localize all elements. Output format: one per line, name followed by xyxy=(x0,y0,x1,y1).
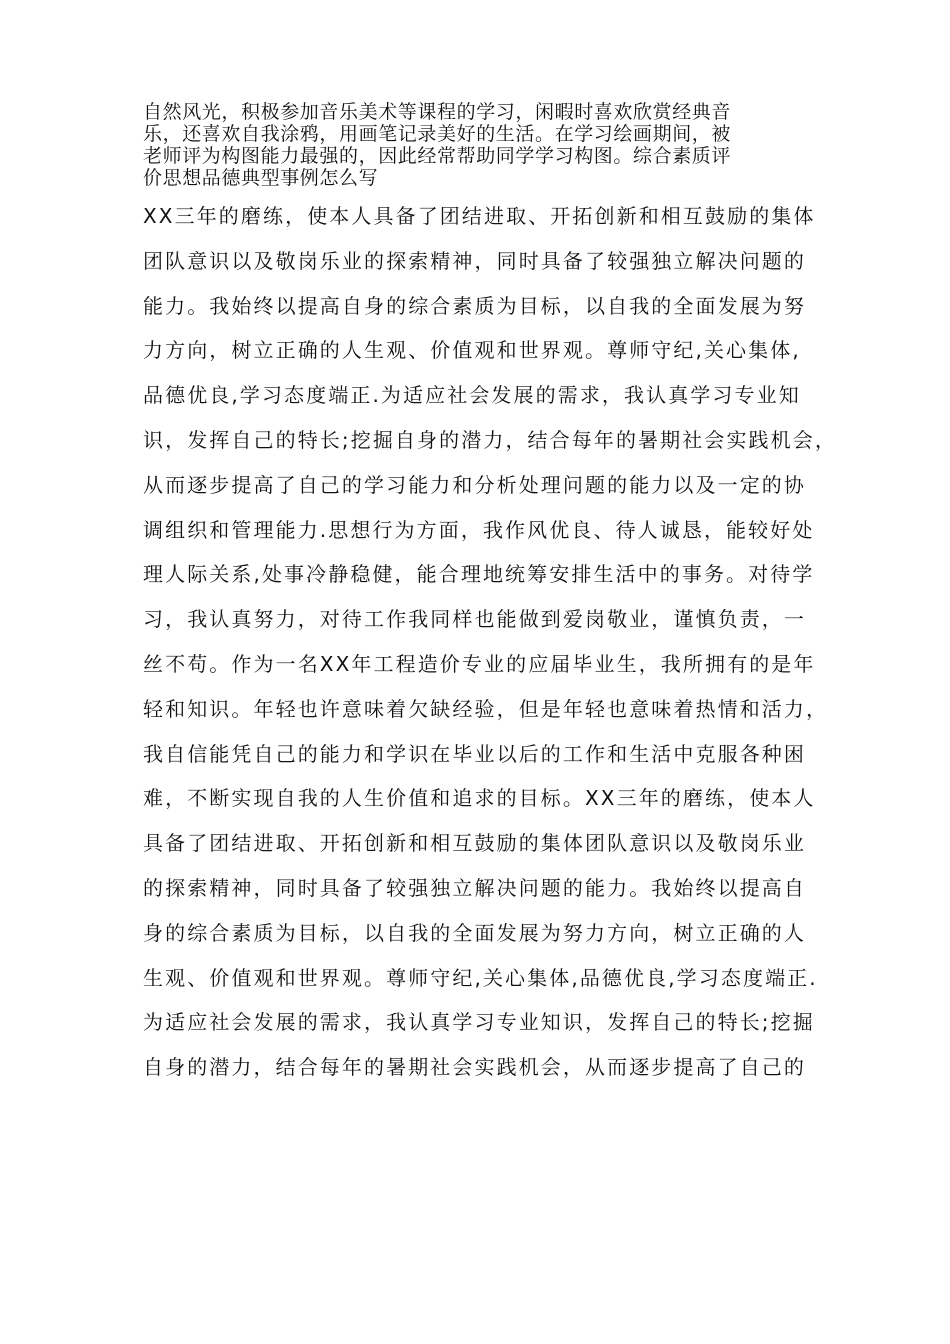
paragraph-line: 价思想品德典型事例怎么写 xyxy=(143,167,379,189)
paragraph-line: 轻和知识。年轻也许意味着欠缺经验，但是年轻也意味着热情和活力， xyxy=(143,696,829,721)
paragraph-line: 乐，还喜欢自我涂鸦，用画笔记录美好的生活。在学习绘画期间，被 xyxy=(143,123,732,145)
paragraph-line: 的探索精神，同时具备了较强独立解决问题的能力。我始终以提高自 xyxy=(143,875,806,900)
paragraph-line: 丝不苟。作为一名XX年工程造价专业的应届毕业生，我所拥有的是年 xyxy=(143,651,816,676)
paragraph-line: 难，不断实现自我的人生价值和追求的目标。XX三年的磨练，使本人 xyxy=(143,786,816,811)
paragraph-line: 从而逐步提高了自己的学习能力和分析处理问题的能力以及一定的协 xyxy=(143,472,806,497)
paragraph-line: 能力。我始终以提高自身的综合素质为目标，以自我的全面发展为努 xyxy=(143,293,806,318)
paragraph-line: 团队意识以及敬岗乐业的探索精神，同时具备了较强独立解决问题的 xyxy=(143,248,806,273)
paragraph-line: 品德优良,学习态度端正.为适应社会发展的需求，我认真学习专业知 xyxy=(143,383,801,408)
paragraph-line: 自然风光，积极参加音乐美术等课程的学习，闲暇时喜欢欣赏经典音 xyxy=(143,101,732,123)
main-paragraph xyxy=(143,194,837,1090)
paragraph-line: 识，发挥自己的特长;挖掘自身的潜力，结合每年的暑期社会实践机会， xyxy=(143,427,837,452)
paragraph-line: 具备了团结进取、开拓创新和相互鼓励的集体团队意识以及敬岗乐业 xyxy=(143,831,806,856)
paragraph-line: XX三年的磨练，使本人具备了团结进取、开拓创新和相互鼓励的集体 xyxy=(143,204,816,228)
paragraph-line: 理人际关系,处事冷静稳健，能合理地统筹安排生活中的事务。对待学 xyxy=(143,562,815,587)
paragraph-line: 生观、价值观和世界观。尊师守纪,关心集体,品德优良,学习态度端正. xyxy=(143,965,818,990)
paragraph-line: 调组织和管理能力.思想行为方面，我作风优良、待人诚恳，能较好处 xyxy=(143,517,815,542)
paragraph-line: 力方向，树立正确的人生观、价值观和世界观。尊师守纪,关心集体, xyxy=(143,338,801,363)
paragraph-line: 习，我认真努力，对待工作我同样也能做到爱岗敬业，谨慎负责，一 xyxy=(143,607,806,632)
paragraph-line: 身的综合素质为目标，以自我的全面发展为努力方向，树立正确的人 xyxy=(143,920,806,945)
paragraph-line: 为适应社会发展的需求，我认真学习专业知识，发挥自己的特长;挖掘 xyxy=(143,1010,815,1035)
paragraph-line: 我自信能凭自己的能力和学识在毕业以后的工作和生活中克服各种困 xyxy=(143,741,806,766)
paragraph-line: 老师评为构图能力最强的，因此经常帮助同学学习构图。综合素质评 xyxy=(143,145,732,167)
top-paragraph xyxy=(143,101,823,189)
paragraph-line: 自身的潜力，结合每年的暑期社会实践机会，从而逐步提高了自己的 xyxy=(143,1055,806,1080)
